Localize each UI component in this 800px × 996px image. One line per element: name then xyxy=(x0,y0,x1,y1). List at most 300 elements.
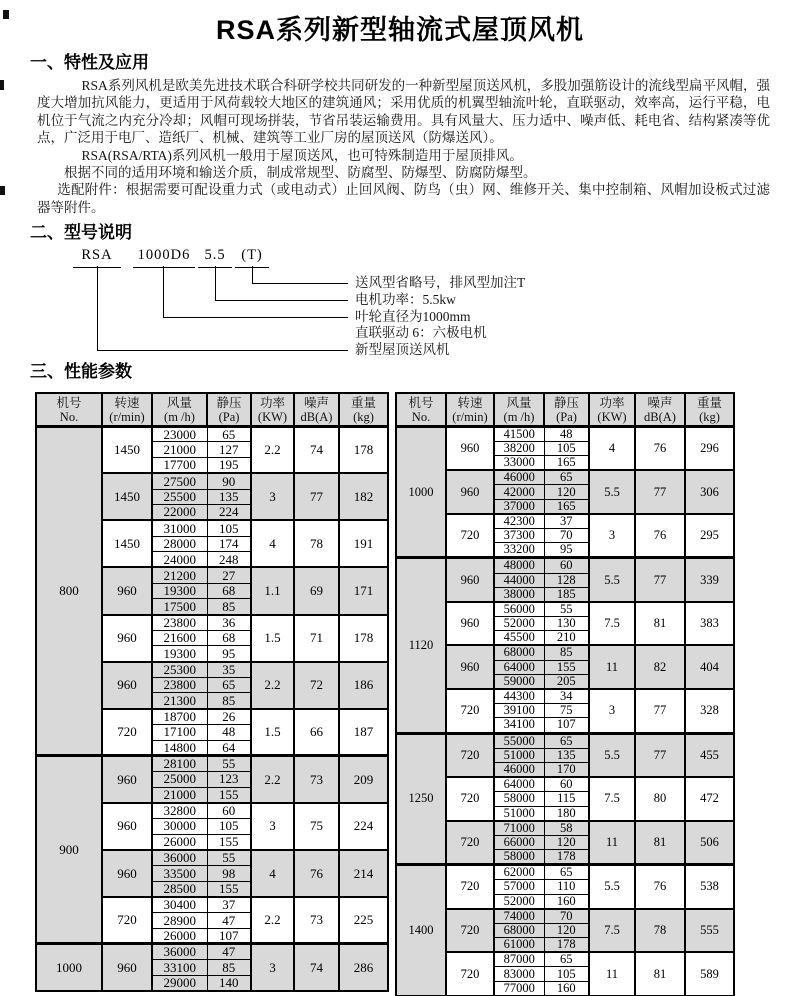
cell-airflow: 21000 xyxy=(152,787,207,803)
cell-static-pressure: 105 xyxy=(544,441,589,455)
cell-airflow: 21200 xyxy=(152,567,207,583)
cell-noise: 81 xyxy=(635,821,685,865)
cell-static-pressure: 60 xyxy=(544,558,589,573)
cell-weight: 214 xyxy=(339,850,388,897)
cell-power: 5.5 xyxy=(589,470,635,514)
cell-power: 2.2 xyxy=(251,662,294,709)
cell-airflow: 42300 xyxy=(494,514,544,529)
cell-static-pressure: 85 xyxy=(207,693,251,709)
table-row xyxy=(396,426,734,441)
cell-static-pressure: 178 xyxy=(544,850,589,865)
cell-static-pressure: 48 xyxy=(207,724,251,740)
cell-power: 3 xyxy=(589,689,635,733)
cell-speed: 960 xyxy=(102,567,152,614)
model-label-type: 送风型省略号，排风型加注T xyxy=(355,275,526,291)
cell-noise: 73 xyxy=(294,756,339,803)
cell-airflow: 37300 xyxy=(494,528,544,542)
cell-static-pressure: 65 xyxy=(544,470,589,485)
cell-airflow: 14800 xyxy=(152,740,207,756)
table-row xyxy=(396,602,734,617)
cell-static-pressure: 180 xyxy=(544,806,589,821)
connector-line xyxy=(163,317,348,318)
cell-noise: 73 xyxy=(294,897,339,944)
cell-airflow: 51000 xyxy=(494,748,544,762)
cell-weight: 589 xyxy=(685,952,734,996)
cell-static-pressure: 140 xyxy=(207,975,251,991)
paragraph: RSA(RSA/RTA)系列风机一般用于屋顶送风，也可特殊制造用于屋顶排风。 xyxy=(81,147,523,163)
cell-static-pressure: 170 xyxy=(544,763,589,778)
column-header: 风量 (m /h) xyxy=(152,393,207,426)
cell-static-pressure: 155 xyxy=(544,660,589,674)
section-heading-model: 二、型号说明 xyxy=(30,223,132,243)
cell-speed: 960 xyxy=(446,645,494,689)
table-row xyxy=(396,821,734,836)
cell-airflow: 62000 xyxy=(494,865,544,880)
cell-static-pressure: 34 xyxy=(544,689,589,704)
table-row xyxy=(36,426,388,442)
cell-power: 3 xyxy=(251,473,294,520)
cell-static-pressure: 135 xyxy=(544,748,589,762)
column-header: 风量 (m /h) xyxy=(494,393,544,426)
cell-fan-no: 900 xyxy=(36,756,102,944)
cell-weight: 178 xyxy=(339,426,388,473)
model-code-diameter: 1000D6 xyxy=(133,247,195,268)
cell-fan-no: 1000 xyxy=(36,944,102,991)
cell-static-pressure: 65 xyxy=(207,677,251,693)
cell-power: 2.2 xyxy=(251,897,294,944)
cell-airflow: 21000 xyxy=(152,442,207,458)
cell-weight: 295 xyxy=(685,514,734,558)
cell-fan-no: 1400 xyxy=(396,865,446,996)
cell-power: 5.5 xyxy=(589,865,635,909)
cell-noise: 82 xyxy=(635,645,685,689)
cell-airflow: 32800 xyxy=(152,803,207,819)
cell-speed: 960 xyxy=(446,558,494,602)
cell-weight: 178 xyxy=(339,615,388,662)
cell-static-pressure: 165 xyxy=(544,456,589,471)
scan-artifact xyxy=(0,80,4,90)
cell-airflow: 71000 xyxy=(494,821,544,836)
cell-static-pressure: 37 xyxy=(207,897,251,913)
cell-airflow: 36000 xyxy=(152,944,207,960)
performance-table-right xyxy=(395,392,735,996)
cell-static-pressure: 155 xyxy=(207,787,251,803)
model-code-power: 5.5 xyxy=(198,247,232,268)
cell-weight: 506 xyxy=(685,821,734,865)
cell-power: 11 xyxy=(589,821,635,865)
performance-table-left xyxy=(35,392,389,992)
cell-weight: 555 xyxy=(685,909,734,953)
cell-power: 5.5 xyxy=(589,733,635,777)
table-row xyxy=(396,514,734,529)
cell-speed: 720 xyxy=(446,733,494,777)
cell-airflow: 39100 xyxy=(494,704,544,718)
cell-fan-no: 1120 xyxy=(396,558,446,733)
cell-static-pressure: 178 xyxy=(544,938,589,953)
cell-airflow: 83000 xyxy=(494,967,544,981)
cell-static-pressure: 75 xyxy=(544,704,589,718)
cell-weight: 296 xyxy=(685,426,734,470)
cell-power: 4 xyxy=(589,426,635,470)
cell-static-pressure: 248 xyxy=(207,552,251,568)
cell-speed: 960 xyxy=(102,662,152,709)
cell-airflow: 68000 xyxy=(494,923,544,937)
cell-airflow: 25000 xyxy=(152,771,207,787)
cell-airflow: 30400 xyxy=(152,897,207,913)
cell-power: 4 xyxy=(251,850,294,897)
cell-static-pressure: 70 xyxy=(544,909,589,924)
cell-airflow: 28900 xyxy=(152,913,207,929)
column-header: 噪声 dB(A) xyxy=(294,393,339,426)
cell-airflow: 31000 xyxy=(152,520,207,536)
cell-airflow: 46000 xyxy=(494,470,544,485)
cell-power: 2.2 xyxy=(251,426,294,473)
cell-airflow: 77000 xyxy=(494,981,544,996)
cell-noise: 66 xyxy=(294,709,339,756)
table-row xyxy=(396,645,734,660)
cell-noise: 77 xyxy=(635,733,685,777)
cell-weight: 383 xyxy=(685,602,734,646)
cell-static-pressure: 36 xyxy=(207,615,251,631)
cell-airflow: 44300 xyxy=(494,689,544,704)
cell-airflow: 37000 xyxy=(494,499,544,514)
model-label-series: 新型屋顶送风机 xyxy=(355,342,450,358)
table-header xyxy=(396,393,734,426)
cell-static-pressure: 105 xyxy=(544,967,589,981)
cell-airflow: 28500 xyxy=(152,881,207,897)
cell-power: 7.5 xyxy=(589,777,635,821)
cell-airflow: 17500 xyxy=(152,599,207,615)
cell-power: 1.1 xyxy=(251,567,294,614)
cell-static-pressure: 160 xyxy=(544,981,589,996)
cell-static-pressure: 47 xyxy=(207,944,251,960)
cell-static-pressure: 130 xyxy=(544,617,589,631)
cell-airflow: 33000 xyxy=(494,456,544,471)
cell-airflow: 18700 xyxy=(152,709,207,725)
cell-speed: 720 xyxy=(446,514,494,558)
cell-noise: 74 xyxy=(294,944,339,991)
cell-airflow: 41500 xyxy=(494,426,544,441)
cell-noise: 76 xyxy=(635,865,685,909)
table-row xyxy=(36,944,388,960)
cell-airflow: 25500 xyxy=(152,489,207,505)
cell-static-pressure: 165 xyxy=(544,499,589,514)
connector-line xyxy=(97,350,348,351)
cell-power: 4 xyxy=(251,520,294,567)
cell-airflow: 38200 xyxy=(494,441,544,455)
column-header: 重量 (kg) xyxy=(685,393,734,426)
page-title: RSA系列新型轴流式屋顶风机 xyxy=(215,15,584,45)
cell-static-pressure: 160 xyxy=(544,894,589,909)
cell-speed: 960 xyxy=(446,470,494,514)
cell-static-pressure: 95 xyxy=(207,646,251,662)
cell-speed: 960 xyxy=(102,756,152,803)
cell-airflow: 74000 xyxy=(494,909,544,924)
table-header xyxy=(36,393,388,426)
cell-weight: 191 xyxy=(339,520,388,567)
cell-speed: 960 xyxy=(446,426,494,470)
cell-speed: 720 xyxy=(446,821,494,865)
cell-airflow: 34100 xyxy=(494,718,544,733)
cell-weight: 328 xyxy=(685,689,734,733)
cell-static-pressure: 123 xyxy=(207,771,251,787)
column-header: 转速 (r/min) xyxy=(446,393,494,426)
cell-airflow: 30000 xyxy=(152,818,207,834)
cell-static-pressure: 26 xyxy=(207,709,251,725)
cell-speed: 720 xyxy=(446,777,494,821)
cell-airflow: 57000 xyxy=(494,880,544,894)
cell-speed: 720 xyxy=(446,865,494,909)
cell-noise: 77 xyxy=(294,473,339,520)
cell-power: 11 xyxy=(589,952,635,996)
cell-fan-no: 1250 xyxy=(396,733,446,865)
cell-static-pressure: 155 xyxy=(207,834,251,850)
column-header: 噪声 dB(A) xyxy=(635,393,685,426)
cell-static-pressure: 98 xyxy=(207,866,251,882)
cell-weight: 187 xyxy=(339,709,388,756)
cell-speed: 720 xyxy=(102,709,152,756)
cell-weight: 404 xyxy=(685,645,734,689)
cell-static-pressure: 127 xyxy=(207,442,251,458)
column-header: 静压 (Pa) xyxy=(207,393,251,426)
cell-airflow: 42000 xyxy=(494,485,544,499)
cell-weight: 182 xyxy=(339,473,388,520)
connector-line xyxy=(215,300,348,301)
cell-static-pressure: 48 xyxy=(544,426,589,441)
cell-power: 1.5 xyxy=(251,709,294,756)
cell-static-pressure: 47 xyxy=(207,913,251,929)
cell-static-pressure: 110 xyxy=(544,880,589,894)
table-row xyxy=(396,558,734,573)
cell-static-pressure: 85 xyxy=(207,599,251,615)
connector-line xyxy=(163,266,164,317)
column-header: 机号 No. xyxy=(396,393,446,426)
scan-artifact xyxy=(0,186,5,195)
cell-airflow: 58000 xyxy=(494,850,544,865)
cell-static-pressure: 55 xyxy=(544,602,589,617)
column-header: 静压 (Pa) xyxy=(544,393,589,426)
column-header: 机号 No. xyxy=(36,393,102,426)
cell-power: 5.5 xyxy=(589,558,635,602)
cell-airflow: 28000 xyxy=(152,536,207,552)
cell-static-pressure: 195 xyxy=(207,458,251,474)
cell-airflow: 23000 xyxy=(152,426,207,442)
cell-power: 2.2 xyxy=(251,756,294,803)
cell-power: 1.5 xyxy=(251,615,294,662)
cell-static-pressure: 155 xyxy=(207,881,251,897)
cell-noise: 81 xyxy=(635,602,685,646)
table-row xyxy=(396,865,734,880)
cell-static-pressure: 85 xyxy=(207,960,251,976)
cell-airflow: 51000 xyxy=(494,806,544,821)
cell-speed: 960 xyxy=(102,615,152,662)
cell-speed: 960 xyxy=(446,602,494,646)
cell-airflow: 52000 xyxy=(494,617,544,631)
cell-static-pressure: 107 xyxy=(207,928,251,944)
cell-power: 3 xyxy=(589,514,635,558)
cell-airflow: 64000 xyxy=(494,777,544,792)
cell-airflow: 45500 xyxy=(494,631,544,646)
model-label-power: 电机功率：5.5kw xyxy=(355,292,456,308)
cell-static-pressure: 64 xyxy=(207,740,251,756)
cell-static-pressure: 105 xyxy=(207,520,251,536)
cell-airflow: 28100 xyxy=(152,756,207,772)
cell-static-pressure: 68 xyxy=(207,583,251,599)
cell-airflow: 27500 xyxy=(152,473,207,489)
cell-weight: 455 xyxy=(685,733,734,777)
column-header: 功率 (KW) xyxy=(251,393,294,426)
cell-noise: 72 xyxy=(294,662,339,709)
cell-noise: 81 xyxy=(635,952,685,996)
cell-weight: 225 xyxy=(339,897,388,944)
cell-static-pressure: 85 xyxy=(544,645,589,660)
cell-airflow: 48000 xyxy=(494,558,544,573)
cell-weight: 171 xyxy=(339,567,388,614)
cell-static-pressure: 65 xyxy=(207,426,251,442)
performance-tables xyxy=(35,392,800,996)
cell-airflow: 59000 xyxy=(494,674,544,689)
cell-airflow: 33200 xyxy=(494,543,544,558)
table-row xyxy=(396,777,734,792)
cell-speed: 960 xyxy=(102,944,152,991)
cell-speed: 1450 xyxy=(102,473,152,520)
cell-airflow: 66000 xyxy=(494,835,544,849)
cell-airflow: 55000 xyxy=(494,733,544,748)
cell-airflow: 33500 xyxy=(152,866,207,882)
cell-static-pressure: 65 xyxy=(544,865,589,880)
section-heading-features: 一、特性及应用 xyxy=(30,53,149,72)
connector-line xyxy=(97,266,98,350)
cell-static-pressure: 70 xyxy=(544,528,589,542)
cell-weight: 209 xyxy=(339,756,388,803)
cell-static-pressure: 120 xyxy=(544,923,589,937)
cell-static-pressure: 210 xyxy=(544,631,589,646)
cell-static-pressure: 58 xyxy=(544,821,589,836)
cell-static-pressure: 35 xyxy=(207,662,251,678)
cell-noise: 76 xyxy=(635,426,685,470)
cell-static-pressure: 128 xyxy=(544,573,589,587)
connector-line xyxy=(252,283,348,284)
model-code-series: RSA xyxy=(73,247,121,268)
cell-static-pressure: 120 xyxy=(544,835,589,849)
cell-speed: 720 xyxy=(446,952,494,996)
cell-airflow: 17100 xyxy=(152,724,207,740)
cell-airflow: 26000 xyxy=(152,928,207,944)
cell-airflow: 44000 xyxy=(494,573,544,587)
cell-airflow: 38000 xyxy=(494,587,544,602)
cell-static-pressure: 95 xyxy=(544,543,589,558)
cell-airflow: 33100 xyxy=(152,960,207,976)
paragraph: RSA系列风机是欧美先进技术联合科研学校共同研发的一种新型屋顶送风机，多股加强筋设计的流线型扁平风帽，强度大增加抗风能力，更适用于风荷载较大地区的建筑通风；采用优质的机翼型轴流叶轮，直联驱动，效率高，运行平稳，电机位于气流之内充分冷却；风帽可现场拼装，节省吊装运输费用。具有风量大、压力适中、噪声低、耗电省、结构紧凑等优点，广泛用于电厂、造纸厂、机械、建筑等工业厂房的屋顶送风（防爆送风）。 xyxy=(37,78,770,146)
cell-speed: 960 xyxy=(102,803,152,850)
cell-weight: 224 xyxy=(339,803,388,850)
cell-airflow: 68000 xyxy=(494,645,544,660)
cell-weight: 472 xyxy=(685,777,734,821)
cell-static-pressure: 90 xyxy=(207,473,251,489)
table-row xyxy=(396,952,734,967)
cell-speed: 1450 xyxy=(102,520,152,567)
cell-noise: 74 xyxy=(294,426,339,473)
cell-airflow: 64000 xyxy=(494,660,544,674)
cell-noise: 77 xyxy=(635,689,685,733)
cell-airflow: 21600 xyxy=(152,630,207,646)
cell-noise: 76 xyxy=(294,850,339,897)
cell-speed: 1450 xyxy=(102,426,152,473)
cell-noise: 76 xyxy=(635,514,685,558)
cell-speed: 960 xyxy=(102,850,152,897)
cell-power: 7.5 xyxy=(589,602,635,646)
cell-weight: 186 xyxy=(339,662,388,709)
cell-airflow: 36000 xyxy=(152,850,207,866)
cell-airflow: 25300 xyxy=(152,662,207,678)
cell-speed: 720 xyxy=(446,689,494,733)
cell-static-pressure: 60 xyxy=(544,777,589,792)
cell-static-pressure: 105 xyxy=(207,818,251,834)
cell-noise: 80 xyxy=(635,777,685,821)
model-code-diagram xyxy=(37,247,800,358)
table-row xyxy=(396,733,734,748)
connector-line xyxy=(252,266,253,283)
cell-airflow: 19300 xyxy=(152,646,207,662)
cell-airflow: 87000 xyxy=(494,952,544,967)
cell-fan-no: 1000 xyxy=(396,426,446,558)
cell-static-pressure: 185 xyxy=(544,587,589,602)
features-paragraphs xyxy=(37,77,770,216)
cell-weight: 286 xyxy=(339,944,388,991)
cell-airflow: 23800 xyxy=(152,677,207,693)
cell-static-pressure: 55 xyxy=(207,850,251,866)
cell-airflow: 52000 xyxy=(494,894,544,909)
table-row xyxy=(36,756,388,772)
cell-airflow: 23800 xyxy=(152,615,207,631)
cell-airflow: 24000 xyxy=(152,552,207,568)
section-heading-performance: 三、性能参数 xyxy=(30,362,132,382)
cell-airflow: 22000 xyxy=(152,505,207,521)
column-header: 转速 (r/min) xyxy=(102,393,152,426)
table-row xyxy=(396,909,734,924)
cell-power: 11 xyxy=(589,645,635,689)
cell-weight: 538 xyxy=(685,865,734,909)
paragraph: 根据不同的适用环境和输送介质，制成常规型、防腐型、防爆型、防腐防爆型。 xyxy=(64,165,537,181)
cell-noise: 71 xyxy=(294,615,339,662)
cell-static-pressure: 60 xyxy=(207,803,251,819)
cell-static-pressure: 174 xyxy=(207,536,251,552)
model-label-diameter: 叶轮直径为1000mm xyxy=(355,309,471,325)
cell-airflow: 58000 xyxy=(494,792,544,806)
cell-static-pressure: 27 xyxy=(207,567,251,583)
cell-airflow: 29000 xyxy=(152,975,207,991)
scan-artifact xyxy=(3,10,9,19)
cell-static-pressure: 135 xyxy=(207,489,251,505)
cell-airflow: 19300 xyxy=(152,583,207,599)
cell-weight: 339 xyxy=(685,558,734,602)
cell-power: 7.5 xyxy=(589,909,635,953)
table-row xyxy=(396,470,734,485)
cell-static-pressure: 120 xyxy=(544,485,589,499)
cell-airflow: 46000 xyxy=(494,763,544,778)
cell-static-pressure: 37 xyxy=(544,514,589,529)
cell-static-pressure: 65 xyxy=(544,952,589,967)
connector-line xyxy=(215,266,216,300)
column-header: 重量 (kg) xyxy=(339,393,388,426)
model-code-type: (T) xyxy=(235,247,269,268)
cell-speed: 720 xyxy=(102,897,152,944)
cell-noise: 77 xyxy=(635,470,685,514)
cell-static-pressure: 65 xyxy=(544,733,589,748)
paragraph: 选配附件：根据需要可配设重力式（或电动式）止回风阀、防鸟（虫）网、维修开关、集中控制箱、风帽加设板式过滤器等附件。 xyxy=(37,182,770,215)
cell-noise: 78 xyxy=(294,520,339,567)
cell-noise: 77 xyxy=(635,558,685,602)
